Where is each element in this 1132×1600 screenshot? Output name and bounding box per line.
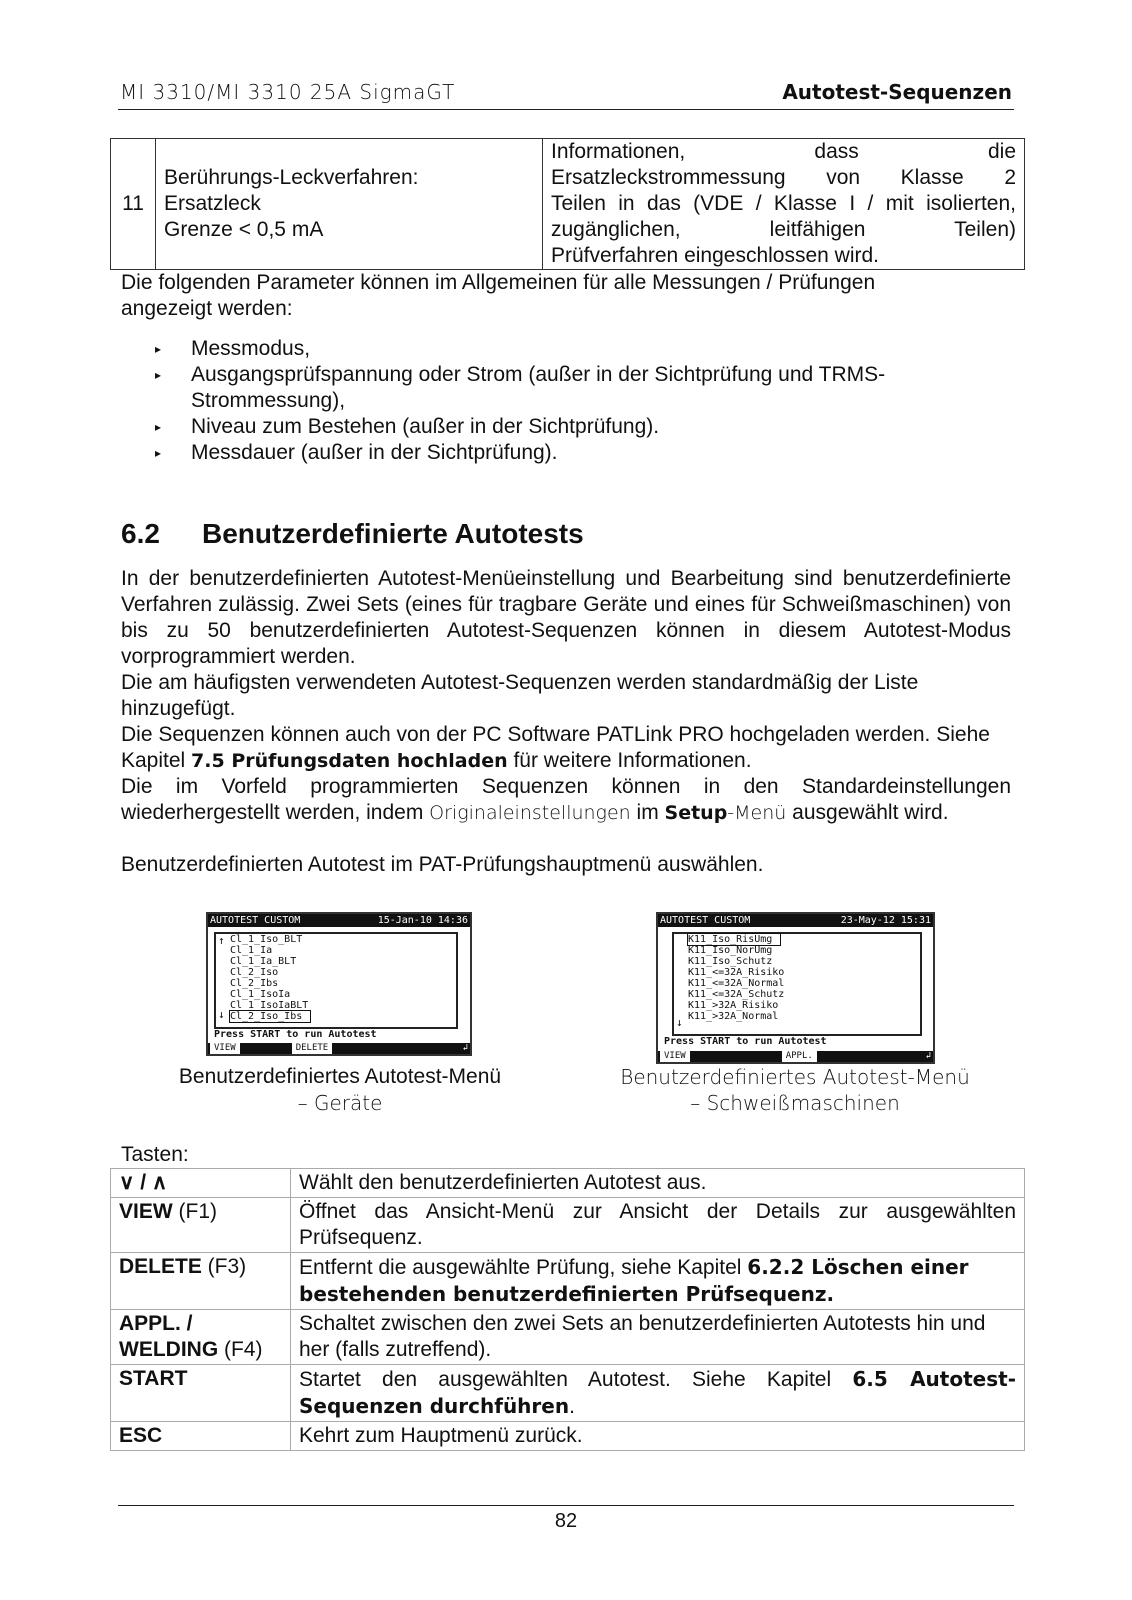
test-description-cell bbox=[543, 139, 1025, 270]
table-row bbox=[111, 1169, 1025, 1198]
keys-table bbox=[110, 1168, 1025, 1451]
screen-list bbox=[672, 932, 922, 1036]
bullet-icon: ▸ bbox=[155, 446, 162, 460]
screen-hint: Press START to run Autotest bbox=[214, 1029, 377, 1040]
arrow-down-icon: ↓ bbox=[218, 1008, 225, 1021]
list-item: K11_Iso_NorUmg bbox=[688, 945, 773, 956]
list-item: K11_<=32A_Risiko bbox=[688, 967, 785, 978]
screen-function-bar bbox=[208, 1043, 470, 1054]
list-item: Cl_1_IsoIaBLT bbox=[230, 1000, 309, 1011]
bullet-icon: ▸ bbox=[155, 342, 162, 356]
section-number: 6.2 bbox=[121, 518, 160, 549]
screen-key-view: VIEW bbox=[210, 1043, 240, 1054]
test-description-line: Teilen in das (VDE / Klasse I / mit isolierten, bbox=[551, 192, 1016, 215]
list-item: K11_<=32A_Schutz bbox=[688, 989, 785, 1000]
keys-label: Tasten: bbox=[121, 1143, 189, 1166]
list-item: Cl_1_Iso_BLT bbox=[230, 934, 303, 945]
device-screen-welding bbox=[656, 912, 935, 1064]
test-description-line: Informationen, dass die bbox=[551, 140, 1016, 163]
key-cell: START bbox=[111, 1365, 291, 1422]
bullet-icon: ▸ bbox=[155, 368, 162, 382]
parameter-list bbox=[121, 336, 1011, 466]
page-number: 82 bbox=[554, 1510, 578, 1532]
arrow-down-icon: ↓ bbox=[676, 1016, 683, 1029]
body-paragraph-5: Benutzerdefinierten Autotest im PAT-Prüfungshauptmenü auswählen. bbox=[121, 853, 764, 876]
key-description: Kehrt zum Hauptmenü zurück. bbox=[291, 1422, 1025, 1451]
key-description: Öffnet das Ansicht-Menü zur Ansicht der Details zur ausgewählten Prüfsequenz. bbox=[291, 1198, 1025, 1253]
back-arrow-icon: ↲ bbox=[462, 1043, 468, 1053]
intro-paragraph: Die folgenden Parameter können im Allgemeinen für alle Messungen / Prüfungen angezeigt werden: bbox=[121, 271, 876, 320]
table-row bbox=[111, 1422, 1025, 1451]
test-table bbox=[110, 138, 1025, 270]
list-item: Cl_2_Iso bbox=[230, 967, 279, 978]
body-paragraph-2: Die am häufigsten verwendeten Autotest-Sequenzen werden standardmäßig der Liste hinzugefügt. bbox=[121, 671, 919, 720]
header-left: MI 3310/MI 3310 25A SigmaGT bbox=[120, 80, 456, 104]
screen-titlebar: AUTOTEST CUSTOM 23-May-12 15:31 bbox=[660, 915, 931, 926]
key-description: Schaltet zwischen den zwei Sets an benutzerdefinierten Autotests hin und her (falls zutreffend). bbox=[291, 1310, 1025, 1365]
key-cell: DELETE (F3) bbox=[111, 1253, 291, 1310]
chapter-ref[interactable]: 7.5 Prüfungsdaten hochladen bbox=[191, 750, 508, 772]
key-cell: APPL. / WELDING (F4) bbox=[111, 1310, 291, 1365]
screen-function-bar bbox=[658, 1051, 933, 1062]
test-name-line: Berührungs-Leckverfahren: bbox=[164, 166, 419, 189]
list-item: Cl_1_IsoIa bbox=[230, 989, 291, 1000]
key-cell: ESC bbox=[111, 1422, 291, 1451]
screen-titlebar: AUTOTEST CUSTOM 15-Jan-10 14:36 bbox=[210, 915, 468, 926]
list-item: K11_>32A_Risiko bbox=[688, 1000, 779, 1011]
key-description: Entfernt die ausgewählte Prüfung, siehe Kapitel 6.2.2 Löschen einer bestehenden benutzerdefinierten Prüfsequenz. bbox=[291, 1253, 1025, 1310]
body-paragraph-4: Die im Vorfeld programmierten Sequenzen können in den Standardeinstellungen wiederhergestellt werden, indem Originaleinstellungen im Setup-Menü ausgewählt wird. bbox=[121, 775, 1011, 824]
list-item: K11_Iso_Schutz bbox=[688, 956, 773, 967]
table-row bbox=[111, 1310, 1025, 1365]
body-paragraph-3: Die Sequenzen können auch von der PC Software PATLink PRO hochgeladen werden. Siehe Kapitel 7.5 Prüfungsdaten hochladen für weitere Informationen. bbox=[121, 723, 990, 772]
chapter-ref[interactable]: 6.5 Autotest-Sequenzen durchführen bbox=[299, 1367, 1016, 1418]
caption-appliances: Benutzerdefiniertes Autotest-Menü – Geräte bbox=[178, 1065, 502, 1115]
key-cell: VIEW (F1) bbox=[111, 1198, 291, 1253]
list-item: ▸ Ausgangsprüfspannung oder Strom (außer in der Sichtprüfung und TRMS-Strommessung), bbox=[155, 363, 886, 412]
list-item: ▸ Niveau zum Bestehen (außer in der Sichtprüfung). bbox=[155, 415, 660, 438]
header-rule bbox=[118, 109, 1014, 110]
table-row bbox=[111, 1198, 1025, 1253]
test-name-line: Grenze < 0,5 mA bbox=[164, 218, 324, 241]
list-item: Cl_2_Ibs bbox=[230, 978, 279, 989]
list-item: ▸ Messdauer (außer in der Sichtprüfung). bbox=[155, 441, 558, 464]
section-title: Benutzerdefinierte Autotests bbox=[202, 518, 584, 549]
body-paragraph-1: In der benutzerdefinierten Autotest-Menüeinstellung und Bearbeitung sind benutzerdefinierte Verfahren zulässig. Zwei Sets (eines für tragbare Geräte und eines für Schweißmaschinen) von bis zu 50 benutzerdefinierten Autotest-Sequenzen können in diesem Autotest-Modus vorprogrammiert werden. bbox=[121, 567, 1011, 668]
list-item: Cl_1_Ia_BLT bbox=[230, 956, 297, 967]
key-cell bbox=[111, 1169, 291, 1198]
key-description: Startet den ausgewählten Autotest. Siehe Kapitel 6.5 Autotest-Sequenzen durchführen. bbox=[291, 1365, 1025, 1422]
device-screen-appliances bbox=[206, 912, 472, 1056]
header-right: Autotest-Sequenzen bbox=[782, 80, 1012, 104]
test-name-line: Ersatzleck bbox=[164, 192, 261, 215]
bullet-icon: ▸ bbox=[155, 420, 162, 434]
arrow-up-icon: ↑ bbox=[218, 934, 225, 947]
test-description-line: Prüfverfahren eingeschlossen wird. bbox=[551, 244, 880, 267]
screen-key-appl: APPL. bbox=[782, 1051, 817, 1062]
key-description: Wählt den benutzerdefinierten Autotest aus. bbox=[291, 1169, 1025, 1198]
list-item-selected: Cl_2_Iso_Ibs bbox=[216, 1011, 456, 1022]
screen-list bbox=[214, 932, 458, 1029]
chapter-ref[interactable]: 6.2.2 Löschen einer bestehenden benutzerdefinierten Prüfsequenz. bbox=[299, 1255, 969, 1306]
test-number: 11 bbox=[111, 139, 156, 270]
test-description-line: Ersatzleckstrommessung von Klasse 2 bbox=[551, 166, 1016, 189]
table-row bbox=[111, 1253, 1025, 1310]
list-item: Cl_1_Ia bbox=[230, 945, 273, 956]
back-arrow-icon: ↲ bbox=[925, 1051, 931, 1061]
list-item-selected: K11_Iso_RisUmg bbox=[674, 934, 920, 945]
test-name-cell bbox=[156, 139, 543, 270]
list-item: K11_<=32A_Normal bbox=[688, 978, 785, 989]
up-down-arrows-icon: ∨ / ∧ bbox=[119, 1171, 168, 1194]
screen-hint: Press START to run Autotest bbox=[664, 1036, 827, 1047]
list-item: K11_>32A_Normal bbox=[688, 1011, 779, 1022]
caption-welding: Benutzerdefiniertes Autotest-Menü – Schweißmaschinen bbox=[620, 1065, 970, 1115]
footer-rule bbox=[118, 1505, 1014, 1506]
screen-key-view: VIEW bbox=[660, 1051, 690, 1062]
screen-key-delete: DELETE bbox=[292, 1043, 333, 1054]
list-item: ▸ Messmodus, bbox=[155, 337, 311, 360]
test-description-line: zugänglichen, leitfähigen Teilen) bbox=[551, 218, 1016, 241]
table-row bbox=[111, 1365, 1025, 1422]
